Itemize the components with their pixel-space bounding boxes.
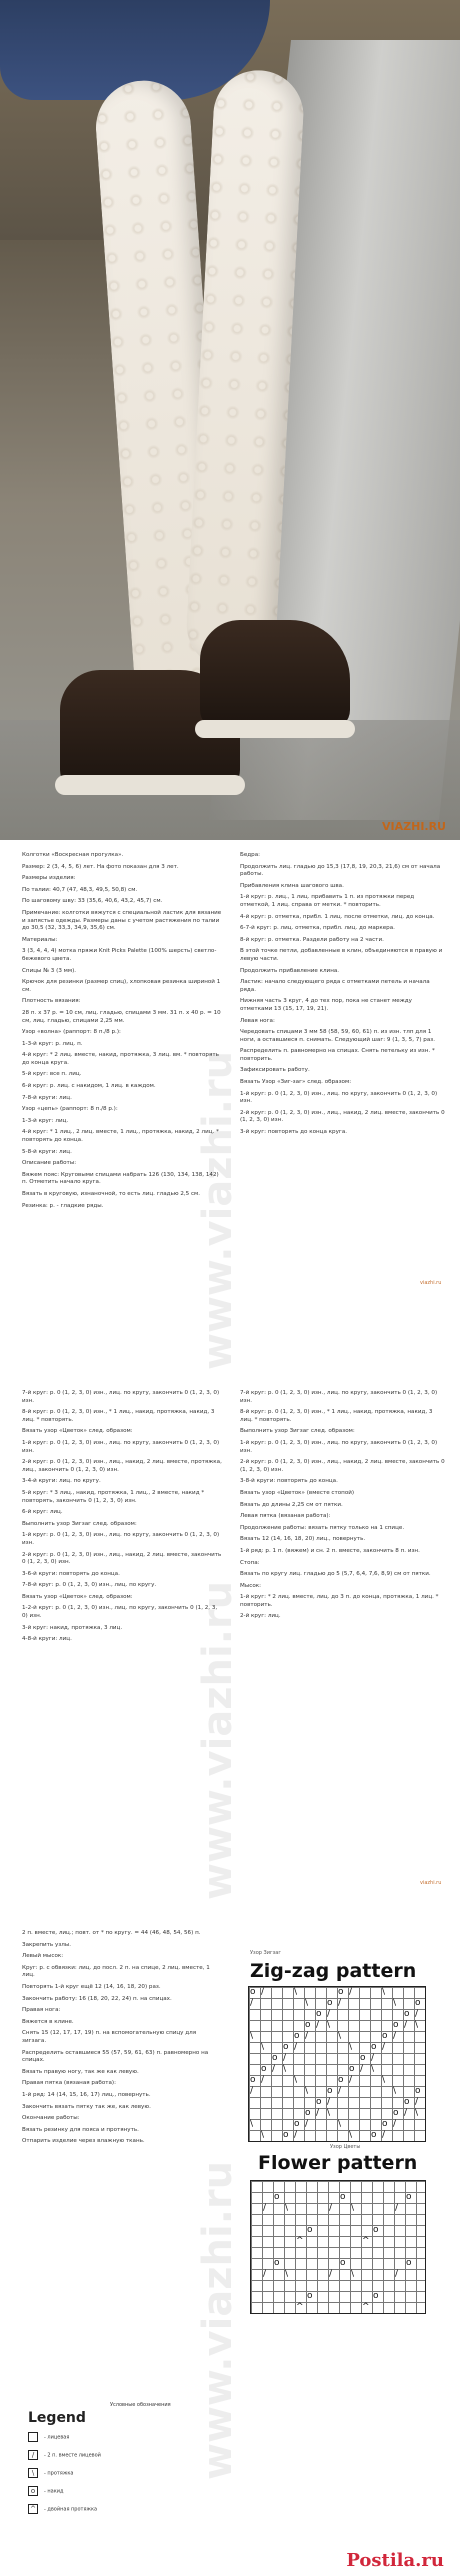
- paragraph: 5-8-й круги: лиц.: [22, 1148, 72, 1155]
- chart-stitch-symbol: o: [340, 2192, 346, 2202]
- chart-stitch-symbol: o: [327, 1998, 333, 2008]
- chart-stitch-symbol: o: [382, 2119, 388, 2129]
- chart-stitch-symbol: /: [305, 2119, 309, 2129]
- paragraph: Описание работы:: [22, 1160, 77, 1167]
- legend-symbol-icon: /: [28, 2450, 38, 2460]
- paragraph: Распределить п. равномерно на спицах. Снять петельку из изн. * повторить.: [240, 1048, 435, 1062]
- paragraph: 1-й круг: р. 0 (1, 2, 3, 0) изн., лиц. по кругу, закончить 0 (1, 2, 3, 0) изн.: [22, 1532, 220, 1546]
- paragraph: 1-2-й круг: р. 0 (1, 2, 3, 0) изн., лиц. по кругу, закончить 0 (1, 2, 3, 0) изн.: [22, 1605, 218, 1620]
- paragraph: 7-й круг: р. 0 (1, 2, 3, 0) изн., лиц. по кругу, закончить 0 (1, 2, 3, 0) изн.: [240, 1390, 438, 1404]
- flower-header: Узор Цветы: [330, 2144, 361, 2150]
- paragraph: Продолжить лиц. гладью до 15,3 (17,8, 19, 20,3, 21,6) см от начала работы.: [240, 863, 441, 878]
- paragraph: 3-6-й круги: повторять до конца.: [22, 1570, 120, 1577]
- text-column-right-top: [240, 852, 445, 1141]
- paragraph: Вязать узор «Цветок» след. образом:: [22, 1593, 133, 1600]
- paragraph: 4-й круг: * 2 лиц. вместе, накид, протяжка, 3 лиц. вм. * повторять до конца круга.: [22, 1052, 219, 1066]
- chart-stitch-symbol: /: [395, 2269, 399, 2279]
- legend-label: - двойная протяжка: [44, 2506, 98, 2513]
- chart-stitch-symbol: \: [327, 2020, 331, 2030]
- chart-stitch-symbol: /: [316, 2108, 320, 2118]
- legend-label: - протяжка: [44, 2470, 74, 2477]
- paragraph: 1-й круг: р. 0 (1, 2, 3, 0) изн., лиц. по кругу, закончить 0 (1, 2, 3, 0) изн.: [240, 1439, 438, 1454]
- paragraph: В этой точке петли, добавленные в клин, объединяются в правую и левую части.: [240, 948, 443, 962]
- legend-item: [28, 2504, 97, 2514]
- paragraph: 6-й круг: р. лиц. с накидом, 1 лиц. в каждом.: [22, 1083, 156, 1090]
- chart-stitch-symbol: \: [393, 2086, 397, 2096]
- legend-subtitle: Условные обозначения: [110, 2402, 171, 2408]
- legend-symbol-icon: \: [28, 2468, 38, 2478]
- paragraph: 28 п. x 37 р. = 10 см, лиц. гладью, спицами 3 мм. 31 п. x 40 р. = 10 см, лиц. гладью, спицами 2,25 мм.: [22, 1009, 221, 1024]
- chart-stitch-symbol: o: [250, 1987, 256, 1997]
- legend-item: [28, 2486, 63, 2496]
- paragraph: 3-й круг: накид, протяжка, 3 лиц.: [22, 1624, 123, 1631]
- chart-stitch-symbol: /: [261, 2075, 265, 2085]
- chart-stitch-symbol: ^: [362, 2302, 370, 2312]
- paragraph: Прибавления клина шагового шва.: [240, 882, 344, 889]
- chart-stitch-symbol: /: [250, 1998, 254, 2008]
- text-column-left-bottom: [22, 1930, 212, 2150]
- paragraph: Отпарить изделие через влажную ткань.: [22, 2138, 145, 2145]
- chart-stitch-symbol: /: [263, 2203, 267, 2213]
- zigzag-title: Zig-zag pattern: [250, 1960, 417, 1982]
- paragraph: 4-8-й круги: лиц.: [22, 1636, 72, 1643]
- chart-stitch-symbol: \: [294, 2075, 298, 2085]
- chart-stitch-symbol: \: [351, 2269, 355, 2279]
- chart-stitch-symbol: \: [338, 2031, 342, 2041]
- paragraph: Нижняя часть 3 круг, 4 до тех пор, пока не станет между отметками 13 (15, 17, 19, 21).: [240, 998, 412, 1012]
- site-watermark-2: viazhi.ru: [420, 1880, 442, 1886]
- zigzag-grid: [248, 1986, 426, 2142]
- chart-stitch-symbol: o: [327, 2086, 333, 2096]
- paragraph: 5-й круг: все п. лиц.: [22, 1071, 82, 1078]
- paragraph: 1-й круг: р. 0 (1, 2, 3, 0) изн., лиц. по кругу, закончить 0 (1, 2, 3, 0) изн.: [240, 1090, 438, 1105]
- chart-stitch-symbol: /: [261, 1987, 265, 1997]
- paragraph: 1-й круг: р. 0 (1, 2, 3, 0) изн., лиц. по кругу, закончить 0 (1, 2, 3, 0) изн.: [22, 1439, 220, 1454]
- chart-stitch-symbol: \: [415, 2020, 419, 2030]
- hero-photo: [0, 0, 460, 840]
- chart-stitch-symbol: o: [373, 2291, 379, 2301]
- paragraph: Плотность вязания:: [22, 998, 81, 1005]
- chart-stitch-symbol: /: [327, 2097, 331, 2107]
- paragraph: Колготки «Воскресная прогулка».: [22, 852, 124, 858]
- chart-stitch-symbol: \: [382, 2075, 386, 2085]
- chart-stitch-symbol: o: [274, 2258, 280, 2268]
- chart-stitch-symbol: o: [404, 2009, 410, 2019]
- chart-stitch-symbol: \: [250, 2031, 254, 2041]
- chart-stitch-symbol: o: [307, 2291, 313, 2301]
- chart-stitch-symbol: \: [285, 2269, 289, 2279]
- paragraph: Чередовать спицами 3 мм 58 (58, 59, 60, 61) п. из изн. тлп для 1 ноги, а оставшиеся п. снимать. Следующий шаг: 9 (1, 3, 5, 7) раз.: [240, 1029, 436, 1043]
- paragraph: Круг: р. с обвязки: лиц. до посл. 2 п. на спице, 2 лиц. вместе, 1 лиц.: [22, 1964, 210, 1979]
- chart-stitch-symbol: o: [305, 2020, 311, 2030]
- paragraph: Вязать в круговую, изнаночной, то есть лиц. гладью 2,5 см.: [22, 1191, 201, 1197]
- chart-stitch-symbol: /: [404, 2108, 408, 2118]
- chart-stitch-symbol: \: [294, 1987, 298, 1997]
- chart-stitch-symbol: /: [415, 2009, 419, 2019]
- paragraph: 2-й круг: р. 0 (1, 2, 3, 0) изн., лиц., накид, 2 лиц. вместе, закончить 0 (1, 2, 3, 0) изн.: [240, 1109, 445, 1124]
- legend-item: [28, 2450, 101, 2460]
- chart-stitch-symbol: \: [351, 2203, 355, 2213]
- chart-stitch-symbol: o: [371, 2130, 377, 2140]
- paragraph: Правая пятка (вязаная работа):: [22, 2080, 116, 2087]
- chart-stitch-symbol: \: [261, 2130, 265, 2140]
- paragraph: Спицы № 3 (3 мм).: [22, 967, 77, 974]
- paragraph: Вяжется в клине.: [22, 2018, 74, 2025]
- paragraph: 1-й ряд: р. 1 п. (вяжем) и сн. 2 п. вместе, закончить 8 п. изн.: [240, 1547, 420, 1554]
- paragraph: Вязать 12 (14, 16, 18, 20) лиц., повернуть.: [240, 1536, 366, 1543]
- chart-stitch-symbol: /: [272, 2064, 276, 2074]
- paragraph: Левая пятка (вязаная работа):: [240, 1513, 331, 1520]
- chart-stitch-symbol: \: [415, 2108, 419, 2118]
- chart-stitch-symbol: /: [305, 2031, 309, 2041]
- text-column-left-top: [22, 852, 222, 1214]
- paragraph: Выполнить узор Зигзаг след. образом:: [22, 1520, 137, 1527]
- paragraph: 6-7-й круг: р. лиц. отметка, прибл. лиц. до маркера.: [240, 925, 395, 932]
- footer-brand-logo[interactable]: Postila.ru: [346, 2550, 444, 2571]
- zigzag-header: Узор Зигзаг: [250, 1950, 281, 1956]
- chart-stitch-symbol: /: [371, 2053, 375, 2063]
- chart-stitch-symbol: o: [283, 2042, 289, 2052]
- paragraph: Узор «волна» (раппорт: 8 п./8 р.):: [22, 1029, 121, 1036]
- chart-stitch-symbol: o: [415, 1998, 421, 2008]
- chart-stitch-symbol: o: [305, 2108, 311, 2118]
- chart-stitch-symbol: ^: [296, 2302, 304, 2312]
- paragraph: 2 п. вместе, лиц.; повт. от * по кругу. = 44 (46, 48, 54, 56) п.: [22, 1930, 201, 1936]
- chart-stitch-symbol: /: [393, 2031, 397, 2041]
- chart-stitch-symbol: o: [274, 2192, 280, 2202]
- chart-stitch-symbol: o: [406, 2192, 412, 2202]
- chart-stitch-symbol: /: [329, 2269, 333, 2279]
- paragraph: Бедра:: [240, 852, 261, 858]
- paragraph: Зафиксировать работу.: [240, 1067, 310, 1074]
- paragraph: Выполнить узор Зигзаг след. образом:: [240, 1428, 355, 1435]
- chart-stitch-symbol: /: [338, 2086, 342, 2096]
- chart-stitch-symbol: ^: [296, 2236, 304, 2246]
- chart-stitch-symbol: o: [294, 2031, 300, 2041]
- chart-stitch-symbol: /: [382, 2042, 386, 2052]
- chart-stitch-symbol: o: [294, 2119, 300, 2129]
- paragraph: Снять 15 (12, 17, 17, 19) п. на вспомогательную спицу для зигзага.: [22, 2030, 197, 2044]
- paragraph: 5-й круг: * 3 лиц., накид, протяжка, 1 лиц., 2 вместе, накид * повторять, закончить 0 (1, 2, 3, 0) изн.: [22, 1489, 205, 1504]
- paragraph: 3 (3, 4, 4, 4) мотка пряжи Knit Picks Palette (100% шерсть) светло-бежевого цвета.: [22, 948, 217, 962]
- paragraph: По талии: 40,7 (47, 48,3, 49,5, 50,8) см.: [22, 886, 138, 893]
- side-watermark-3: www.viazhi.ru: [195, 2160, 241, 2480]
- chart-stitch-symbol: /: [329, 2203, 333, 2213]
- photo-sole-left: [55, 775, 245, 795]
- chart-stitch-symbol: o: [393, 2108, 399, 2118]
- chart-stitch-symbol: /: [250, 2086, 254, 2096]
- chart-stitch-symbol: /: [294, 2042, 298, 2052]
- chart-stitch-symbol: \: [327, 2108, 331, 2118]
- legend-title: Legend: [28, 2410, 86, 2426]
- paragraph: 7-8-й круг: р. 0 (1, 2, 3, 0) изн., лиц. по кругу.: [22, 1582, 157, 1589]
- paragraph: Вяжем пояс: Круговыми спицами набрать 126 (130, 134, 138, 142) п. Отметить начало круга.: [22, 1171, 219, 1186]
- chart-stitch-symbol: \: [382, 1987, 386, 1997]
- chart-stitch-symbol: o: [283, 2130, 289, 2140]
- photo-watermark: VIAZHI.RU: [382, 820, 446, 833]
- chart-stitch-symbol: \: [305, 1998, 309, 2008]
- legend-label: - лицевая: [44, 2434, 70, 2441]
- chart-stitch-symbol: /: [360, 2064, 364, 2074]
- chart-stitch-symbol: \: [393, 1998, 397, 2008]
- chart-stitch-symbol: \: [250, 2119, 254, 2129]
- chart-stitch-symbol: \: [349, 2130, 353, 2140]
- paragraph: 6-й круг: лиц.: [22, 1509, 63, 1516]
- legend-item: [28, 2432, 69, 2442]
- chart-stitch-symbol: /: [263, 2269, 267, 2279]
- photo-shoe-right: [200, 620, 350, 730]
- chart-stitch-symbol: \: [261, 2042, 265, 2052]
- chart-stitch-symbol: \: [349, 2042, 353, 2052]
- chart-stitch-symbol: o: [338, 1987, 344, 1997]
- paragraph: Вязать резинку для пояса и протянуть.: [22, 2126, 139, 2133]
- chart-stitch-symbol: o: [415, 2086, 421, 2096]
- chart-stitch-symbol: /: [349, 1987, 353, 1997]
- legend-item: [28, 2468, 73, 2478]
- paragraph: 8-й круг: р. отметка. Раздели работу на 2 части.: [240, 936, 384, 943]
- chart-stitch-symbol: o: [406, 2258, 412, 2268]
- paragraph: Вязать до длины 2,25 см от пятки.: [240, 1501, 343, 1508]
- chart-stitch-symbol: \: [371, 2064, 375, 2074]
- chart-stitch-symbol: ^: [362, 2236, 370, 2246]
- paragraph: 4-й круг: р. отметка, прибл. 1 лиц. после отметки, лиц. до конца.: [240, 913, 435, 920]
- paragraph: Резинка: р. - гладкие ряды.: [22, 1202, 104, 1209]
- paragraph: Стопа:: [240, 1559, 260, 1566]
- text-column-left-mid: [22, 1390, 222, 1648]
- legend-label: - накид: [44, 2488, 64, 2495]
- paragraph: 2-й круг: р. 0 (1, 2, 3, 0) изн., лиц., накид, 2 лиц. вместе, протяжка, лиц., закончить 0 (1, 2, 3, 0) изн.: [22, 1459, 222, 1473]
- chart-stitch-symbol: o: [307, 2225, 313, 2235]
- paragraph: 7-8-й круги: лиц.: [22, 1094, 72, 1101]
- chart-stitch-symbol: /: [349, 2075, 353, 2085]
- paragraph: 1-й круг: р. лиц., 1 лиц. прибавить 1 п. из протяжки перед отметкой, 1 лиц. справа от метки. * повторить.: [240, 894, 415, 908]
- legend-symbol-icon: [28, 2432, 38, 2442]
- paragraph: Левый мысок:: [22, 1953, 64, 1960]
- paragraph: Вязать по кругу лиц. гладью до 5 (5,7, 6,4, 7,6, 8,9) см от пятки.: [240, 1571, 431, 1578]
- chart-stitch-symbol: o: [316, 2009, 322, 2019]
- chart-stitch-symbol: \: [305, 2086, 309, 2096]
- paragraph: Вязать узор «Цветок» след. образом:: [22, 1428, 133, 1435]
- paragraph: Мысок:: [240, 1582, 262, 1589]
- paragraph: 3-й круг: повторять до конца круга.: [240, 1129, 348, 1136]
- legend-symbol-icon: ^: [28, 2504, 38, 2514]
- photo-sole-right: [195, 720, 355, 738]
- chart-stitch-symbol: \: [283, 2064, 287, 2074]
- paragraph: Размеры изделия:: [22, 875, 76, 882]
- paragraph: Узор «цепь» (раппорт: 8 п./8 р.):: [22, 1106, 118, 1113]
- chart-stitch-symbol: o: [316, 2097, 322, 2107]
- flower-grid: [250, 2180, 426, 2314]
- chart-stitch-symbol: /: [316, 2020, 320, 2030]
- chart-stitch-symbol: /: [283, 2053, 287, 2063]
- site-watermark-1: viazhi.ru: [420, 1280, 442, 1286]
- chart-stitch-symbol: /: [404, 2020, 408, 2030]
- paragraph: 4-й круг: * 1 лиц., 2 лиц. вместе, 1 лиц., протяжка, накид, 2 лиц. * повторять до конца.: [22, 1129, 219, 1144]
- chart-stitch-symbol: o: [338, 2075, 344, 2085]
- chart-stitch-symbol: o: [360, 2053, 366, 2063]
- paragraph: 1-3-й круг: лиц.: [22, 1117, 69, 1124]
- chart-stitch-symbol: o: [340, 2258, 346, 2268]
- paragraph: 8-й круг: р. 0 (1, 2, 3, 0) изн., * 1 лиц., накид, протяжка, накид, 3 лиц. * повторять.: [240, 1409, 433, 1423]
- chart-stitch-symbol: /: [382, 2130, 386, 2140]
- paragraph: 2-й круг: р. 0 (1, 2, 3, 0) изн., лиц., накид, 2 лиц. вместе, закончить 0 (1, 2, 3, 0) изн.: [22, 1551, 222, 1566]
- paragraph: 1-й круг: * 2 лиц. вместе, лиц. до 3 п. до конца, протяжка, 1 лиц. * повторить.: [240, 1594, 439, 1608]
- chart-stitch-symbol: o: [261, 2064, 267, 2074]
- chart-stitch-symbol: o: [272, 2053, 278, 2063]
- paragraph: 1-й ряд: 14 (14, 15, 16, 17) лиц., повернуть.: [22, 2091, 151, 2098]
- paragraph: Продолжить прибавление клина.: [240, 967, 340, 974]
- paragraph: Правая нога:: [22, 2007, 61, 2014]
- paragraph: 3-4-й круги: лиц. по кругу.: [22, 1478, 101, 1485]
- paragraph: Вязать Узор «Зиг-заг» след. образом:: [240, 1079, 352, 1086]
- chart-stitch-symbol: /: [393, 2119, 397, 2129]
- chart-stitch-symbol: /: [338, 1998, 342, 2008]
- paragraph: Закончить работу: 16 (18, 20, 22, 24) п. на спицах.: [22, 1995, 172, 2002]
- paragraph: 8-й круг: р. 0 (1, 2, 3, 0) изн., * 1 лиц., накид, протяжка, накид, 3 лиц. * повторять.: [22, 1409, 215, 1423]
- paragraph: 3-8-й круги: повторять до конца.: [240, 1478, 338, 1485]
- paragraph: Вязать правую ногу, так же как левую.: [22, 2068, 139, 2075]
- chart-stitch-symbol: o: [250, 2075, 256, 2085]
- flower-title: Flower pattern: [258, 2152, 418, 2174]
- legend-label: - 2 п. вместе лицевой: [44, 2452, 101, 2459]
- paragraph: Продолжение работы: вязать пятку только на 1 спице.: [240, 1524, 405, 1531]
- paragraph: Материалы:: [22, 936, 58, 943]
- paragraph: Вязать узор «Цветок» (вместе стопой): [240, 1489, 355, 1496]
- paragraph: Примечание: колготки вяжутся с специальной ластик для вязание и запястье одежды. Размеры даны с учетом растяжения по талии до 30,5 (32, 33,3, 34,9, 35,6) см.: [22, 909, 222, 932]
- paragraph: Крючок для резинки (размер спиц), хлопковая резинка шириной 1 см.: [22, 979, 221, 993]
- paragraph: 2-й круг: лиц.: [240, 1613, 281, 1620]
- paragraph: 7-й круг: р. 0 (1, 2, 3, 0) изн., лиц. по кругу, закончить 0 (1, 2, 3, 0) изн.: [22, 1390, 220, 1404]
- side-watermark-2: www.viazhi.ru: [195, 1580, 241, 1900]
- text-column-right-mid: [240, 1390, 445, 1625]
- paragraph: Закрепить узлы.: [22, 1941, 72, 1948]
- paragraph: Окончание работы:: [22, 2115, 80, 2122]
- chart-stitch-symbol: /: [294, 2130, 298, 2140]
- paragraph: Размер: 2 (3, 4, 5, 6) лет. На фото показан для 3 лет.: [22, 863, 179, 870]
- chart-stitch-symbol: /: [415, 2097, 419, 2107]
- paragraph: Ластик: начало следующего ряда с отметками петель и начала ряда.: [240, 979, 430, 993]
- paragraph: Закончить вязать пятку так же, как левую.: [22, 2103, 151, 2110]
- paragraph: Повторять 1-й круг ещё 12 (14, 16, 18, 20) раз.: [22, 1983, 161, 1990]
- chart-stitch-symbol: o: [382, 2031, 388, 2041]
- chart-stitch-symbol: /: [327, 2009, 331, 2019]
- paragraph: Распределить оставшиеся 55 (57, 59, 61, 63) п. равномерно на спицах.: [22, 2049, 209, 2064]
- paragraph: Левая нога:: [240, 1017, 275, 1024]
- chart-stitch-symbol: o: [373, 2225, 379, 2235]
- chart-stitch-symbol: \: [338, 2119, 342, 2129]
- legend-symbol-icon: o: [28, 2486, 38, 2496]
- chart-stitch-symbol: o: [404, 2097, 410, 2107]
- chart-stitch-symbol: o: [393, 2020, 399, 2030]
- chart-stitch-symbol: /: [395, 2203, 399, 2213]
- paragraph: 2-й круг: р. 0 (1, 2, 3, 0) изн., лиц., накид, 2 лиц. вместе, закончить 0 (1, 2, 3, 0) изн.: [240, 1459, 445, 1473]
- chart-stitch-symbol: \: [285, 2203, 289, 2213]
- chart-stitch-symbol: o: [349, 2064, 355, 2074]
- side-watermark-1: www.viazhi.ru: [195, 1050, 241, 1370]
- paragraph: 1-3-й круг: р. лиц. п.: [22, 1040, 83, 1047]
- chart-stitch-symbol: o: [371, 2042, 377, 2052]
- paragraph: По шаговому шву: 33 (35,6, 40,6, 43,2, 45,7) см.: [22, 898, 163, 905]
